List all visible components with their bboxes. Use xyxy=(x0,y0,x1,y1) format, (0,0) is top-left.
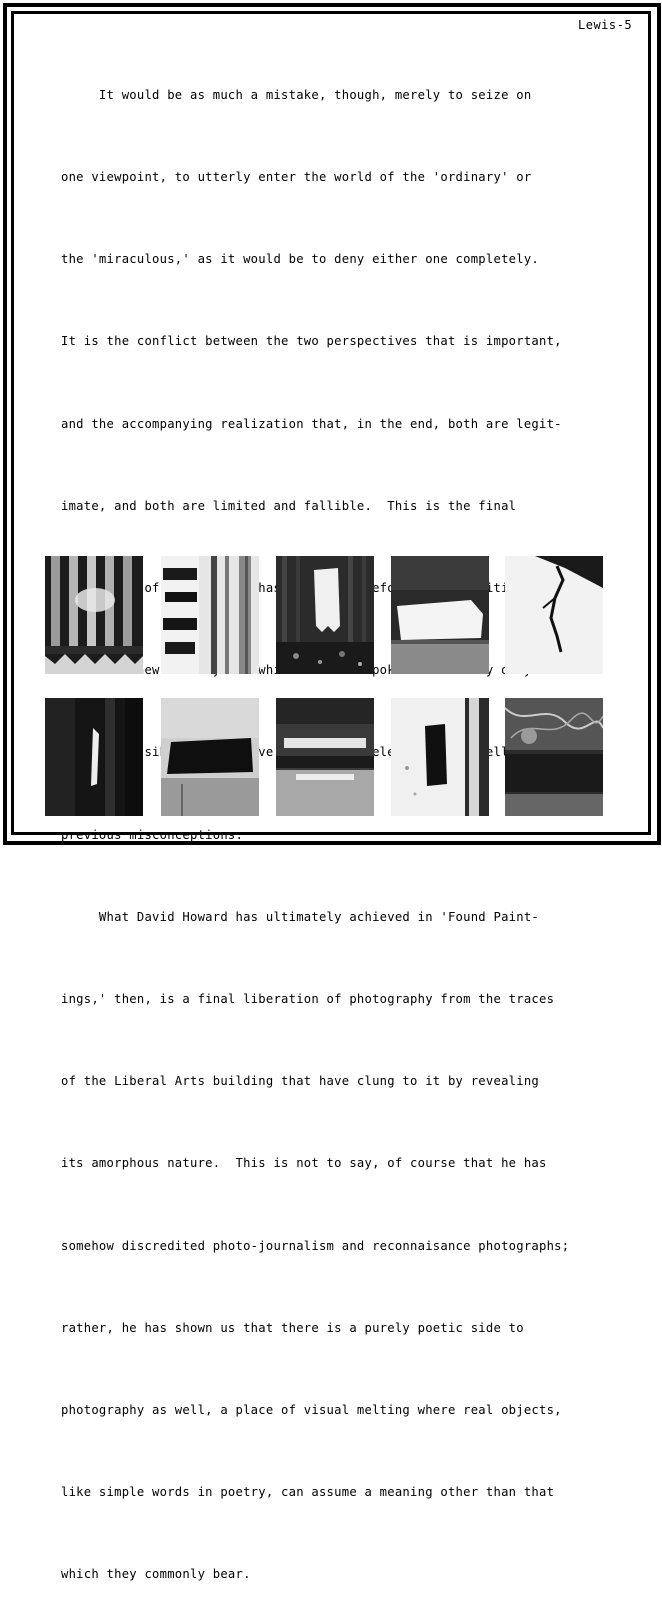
text-line: possible unravelling xyxy=(121,745,532,760)
page-number: Lewis-5 xyxy=(578,18,633,32)
tangled-branches-photo xyxy=(505,698,603,816)
essay-text xyxy=(61,27,627,1616)
text-line: photography as well, a place of visual melting where real objects, xyxy=(61,1403,562,1418)
text-line: somehow discredited photo-journalism and reconnaisance photographs; xyxy=(61,1238,570,1253)
ladder-wall-photo xyxy=(161,556,259,674)
text-line: It would be as much a mistake, though, merely to seize on xyxy=(61,87,532,102)
text-line: of has xyxy=(144,581,282,596)
text-line: rather, he has shown us that there is a purely poetic side to xyxy=(61,1320,524,1335)
text-line: imate, and both are limited and fallible. This is the final xyxy=(61,498,517,513)
cracked-white-photo xyxy=(505,556,603,674)
text-line: of the Liberal Arts building that have clung to it by revealing xyxy=(61,1074,540,1089)
painted-block-photo xyxy=(391,556,489,674)
text-line: previous misconceptions. xyxy=(61,827,244,842)
text-line: 'new spoke xyxy=(129,663,403,678)
text-line: It is the conflict between the two perspectives that is important, xyxy=(61,334,562,349)
text-line: ings,' then, is a final liberation of photography from the traces xyxy=(61,992,555,1007)
striped-fence-photo xyxy=(45,556,143,674)
dark-doorway-photo xyxy=(45,698,143,816)
text-line: one viewpoint, to utterly enter the world of the 'ordinary' or xyxy=(61,170,532,185)
text-line: which they commonly bear. xyxy=(61,1567,251,1582)
photo-grid xyxy=(45,556,605,816)
black-patch-wall-photo xyxy=(161,698,259,816)
text-line: the 'miraculous,' as it would be to deny either one completely. xyxy=(61,252,540,267)
text-line: What David Howard has ultimately achieved in 'Found Paint- xyxy=(61,909,540,924)
text-line: its amorphous nature. This is not to say, of course that he has xyxy=(61,1156,547,1171)
white-wall-black-mark-photo xyxy=(391,698,489,816)
white-drip-photo xyxy=(276,556,374,674)
text-line: and the accompanying realization that, in the end, both are legit- xyxy=(61,416,562,431)
text-line: like simple words in poetry, can assume a meaning other than that xyxy=(61,1485,555,1500)
weathered-panel-photo xyxy=(276,698,374,816)
